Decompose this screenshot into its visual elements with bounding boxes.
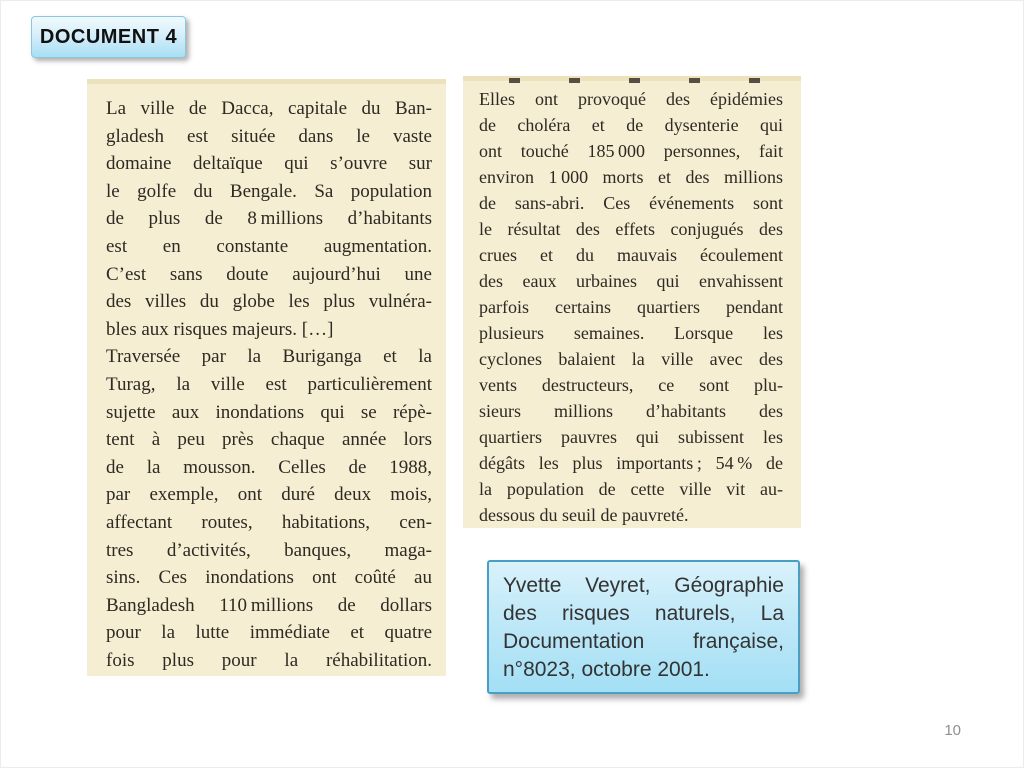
text-line: le golfe du Bengale. Sa population	[106, 180, 432, 202]
clipped-line-fragment	[481, 78, 766, 83]
text-line: Documentation française,	[503, 630, 784, 653]
text-line: crues et du mauvais écoulement	[479, 245, 783, 265]
text-line: le résultat des effets conjugués des	[479, 219, 783, 239]
text-line: quartiers pauvres qui subissent les	[479, 427, 783, 447]
text-line: Yvette Veyret, Géographie	[503, 574, 784, 597]
text-line: Bangladesh 110 millions de dollars	[106, 594, 432, 616]
text-line: de sans-abri. Ces événements sont	[479, 193, 783, 213]
text-line: environ 1 000 morts et des millions	[479, 167, 783, 187]
text-line: tres d’activités, banques, maga-	[106, 539, 432, 561]
text-line: des eaux urbaines qui envahissent	[479, 271, 783, 291]
text-line: de choléra et de dysenterie qui	[479, 115, 783, 135]
text-line: C’est sans doute aujourd’hui une	[106, 263, 432, 285]
text-line: est en constante augmentation.	[106, 235, 432, 257]
scanned-text-left-column	[87, 79, 446, 676]
text-line: tent à peu près chaque année lors	[106, 429, 432, 451]
text-line: vents destructeurs, ce sont plu-	[479, 375, 783, 395]
text-line: sujette aux inondations qui se répè-	[106, 401, 432, 423]
text-line: Traversée par la Buriganga et la	[106, 346, 432, 368]
text-line: affectant routes, habitations, cen-	[106, 511, 432, 533]
text-line: Turag, la ville est particulièrement	[106, 373, 432, 395]
text-line: cyclones balaient la ville avec des	[479, 349, 783, 369]
text-line: sieurs millions d’habitants des	[479, 401, 783, 421]
text-line: fois plus pour la réhabilitation.	[106, 649, 432, 671]
document-label-box	[31, 16, 186, 58]
text-line: domaine deltaïque qui s’ouvre sur	[106, 153, 432, 175]
text-line: sins. Ces inondations ont coûté au	[106, 567, 432, 589]
text-line: dessous du seuil de pauvreté.	[479, 505, 689, 525]
text-line: des risques naturels, La	[503, 602, 784, 625]
text-line: plusieurs semaines. Lorsque les	[479, 323, 783, 343]
text-line: des villes du globe les plus vulnéra-	[106, 291, 432, 313]
text-line: de la mousson. Celles de 1988,	[106, 456, 432, 478]
text-line: bles aux risques majeurs. […]	[106, 318, 334, 340]
text-line: par exemple, ont duré deux mois,	[106, 484, 432, 506]
text-line: dégâts les plus importants ; 54 % de	[479, 453, 783, 473]
text-line: pour la lutte immédiate et quatre	[106, 622, 432, 644]
text-line: la population de cette ville vit au-	[479, 479, 783, 499]
text-line: parfois certains quartiers pendant	[479, 297, 783, 317]
scanned-text-right-column	[463, 76, 801, 528]
text-line: n°8023, octobre 2001.	[503, 658, 710, 681]
text-line: La ville de Dacca, capitale du Ban-	[106, 98, 432, 119]
text-line: gladesh est située dans le vaste	[106, 125, 432, 147]
text-line: Elles ont provoqué des épidémies	[479, 89, 783, 109]
text-line: de plus de 8 millions d’habitants	[106, 208, 432, 230]
citation-box	[487, 560, 800, 694]
document-label-text: DOCUMENT 4	[39, 25, 178, 48]
page-number: 10	[944, 722, 961, 739]
text-line: ont touché 185 000 personnes, fait	[479, 141, 783, 161]
